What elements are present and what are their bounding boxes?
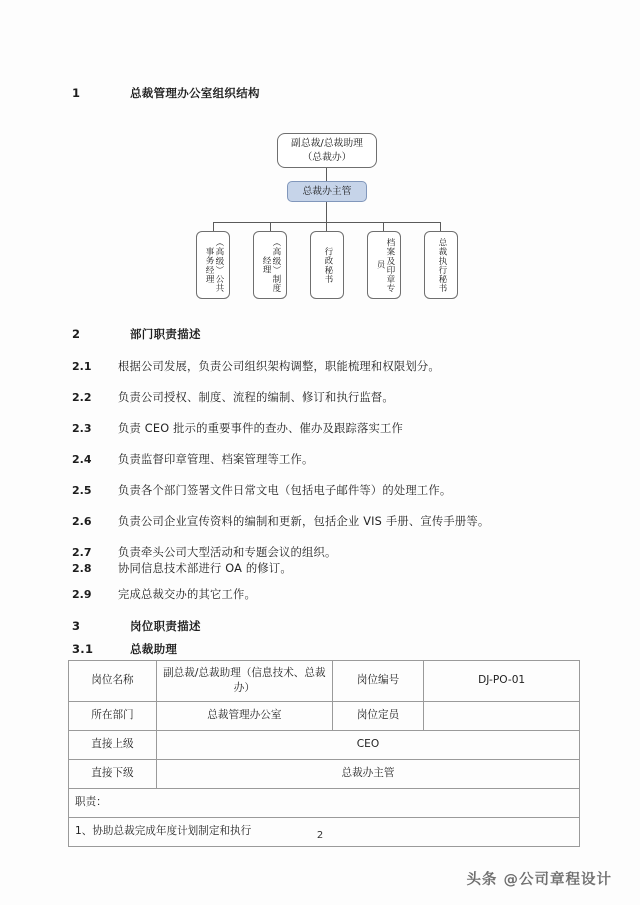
heading-3-1-number: 3.1 xyxy=(72,642,94,656)
duty-item-number: 2.3 xyxy=(72,422,92,435)
table-row xyxy=(69,760,580,789)
duty-item xyxy=(72,389,394,405)
heading-section-3 xyxy=(72,618,201,634)
org-node-executive-secretary-label: 总裁执行秘书 xyxy=(436,237,447,293)
duty-item-text: 协同信息技术部进行 OA 的修订。 xyxy=(118,562,292,575)
duty-item-text: 负责 CEO 批示的重要事件的查办、催办及跟踪落实工作 xyxy=(118,422,404,435)
duty-item xyxy=(72,358,440,374)
heading-3-number: 3 xyxy=(72,619,81,633)
cell-superior-value: CEO xyxy=(156,731,579,760)
org-node-vp-line1: 副总裁/总裁助理 xyxy=(291,138,363,150)
connector-drop-3 xyxy=(326,222,327,231)
heading-2-title: 部门职责描述 xyxy=(130,327,201,341)
duty-item-number: 2.7 xyxy=(72,546,92,559)
org-node-public-affairs-manager xyxy=(196,231,230,299)
cell-subordinate-label: 直接下级 xyxy=(69,760,157,789)
cell-position-name-value: 副总裁/总裁助理（信息技术、总裁办） xyxy=(156,661,332,702)
duty-item-number: 2.8 xyxy=(72,562,92,575)
org-node-system-manager-label: （高级）制度经理 xyxy=(261,237,281,293)
heading-3-1-title: 总裁助理 xyxy=(130,642,178,656)
heading-3-title: 岗位职责描述 xyxy=(130,619,201,633)
duty-item xyxy=(72,544,336,560)
org-node-archives-seal-specialist-label: 档案及印章专员 xyxy=(375,237,395,293)
org-node-vp-line2: （总裁办） xyxy=(302,151,352,163)
heading-2-number: 2 xyxy=(72,327,81,341)
table-row xyxy=(69,702,580,731)
cell-position-name-label: 岗位名称 xyxy=(69,661,157,702)
table-row xyxy=(69,731,580,760)
org-node-administrative-secretary-label: 行政秘书 xyxy=(322,246,333,284)
duty-item-number: 2.5 xyxy=(72,484,92,497)
duty-item xyxy=(72,451,313,467)
connector-drop-2 xyxy=(270,222,271,231)
page-number: 2 xyxy=(316,830,324,841)
cell-subordinate-value: 总裁办主管 xyxy=(156,760,579,789)
connector-drop-1 xyxy=(213,222,214,231)
cell-department-value: 总裁管理办公室 xyxy=(156,702,332,731)
duty-item-number: 2.6 xyxy=(72,515,92,528)
duty-item-text: 负责各个部门签署文件日常文电（包括电子邮件等）的处理工作。 xyxy=(118,484,452,497)
duty-item-text: 根据公司发展，负责公司组织架构调整，职能梳理和权限划分。 xyxy=(118,360,440,373)
heading-section-3-1 xyxy=(72,641,177,657)
org-node-vice-president xyxy=(277,133,377,168)
cell-superior-label: 直接上级 xyxy=(69,731,157,760)
duty-item xyxy=(72,513,489,529)
org-chart xyxy=(0,0,640,310)
heading-1-number: 1 xyxy=(72,86,81,100)
cell-headcount-label: 岗位定员 xyxy=(332,702,424,731)
cell-duty-header: 职责： xyxy=(69,789,580,818)
watermark: 头条 @公司章程设计 xyxy=(466,872,612,888)
connector-middle-to-bus xyxy=(326,202,327,222)
duty-item-text: 负责公司授权、制度、流程的编制、修订和执行监督。 xyxy=(118,391,394,404)
duty-item-text: 负责监督印章管理、档案管理等工作。 xyxy=(118,453,314,466)
cell-duty-item-1: 1、协助总裁完成年度计划制定和执行 xyxy=(69,818,580,847)
connector-drop-4 xyxy=(383,222,384,231)
cell-position-code-value: DJ-PO-01 xyxy=(424,661,580,702)
heading-1-title: 总裁管理办公室组织结构 xyxy=(130,86,260,100)
duty-item xyxy=(72,482,451,498)
cell-position-code-label: 岗位编号 xyxy=(332,661,424,702)
org-node-archives-seal-specialist xyxy=(367,231,401,299)
org-node-office-supervisor xyxy=(287,181,367,202)
org-node-office-supervisor-label: 总裁办主管 xyxy=(302,185,352,197)
duty-item-text: 负责牵头公司大型活动和专题会议的组织。 xyxy=(118,546,337,559)
duty-item-number: 2.4 xyxy=(72,453,92,466)
connector-top-to-middle xyxy=(326,168,327,181)
org-node-vice-president-label xyxy=(291,137,363,163)
org-node-public-affairs-manager-label: （高级）公共事务经理 xyxy=(204,237,224,293)
cell-headcount-value xyxy=(424,702,580,731)
connector-drop-5 xyxy=(440,222,441,231)
duty-item-text: 负责公司企业宣传资料的编制和更新，包括企业 VIS 手册、宣传手册等。 xyxy=(118,515,490,528)
duty-item-number: 2.9 xyxy=(72,588,92,601)
org-node-system-manager xyxy=(253,231,287,299)
org-node-executive-secretary xyxy=(424,231,458,299)
heading-section-2 xyxy=(72,326,201,342)
job-description-table xyxy=(68,660,580,847)
table-row xyxy=(69,661,580,702)
duty-item xyxy=(72,560,292,576)
cell-department-label: 所在部门 xyxy=(69,702,157,731)
duty-item xyxy=(72,586,256,602)
duty-item-text: 完成总裁交办的其它工作。 xyxy=(118,588,256,601)
duty-item xyxy=(72,420,403,436)
connector-horizontal-bus xyxy=(213,222,441,223)
org-node-administrative-secretary xyxy=(310,231,344,299)
duty-item-number: 2.2 xyxy=(72,391,92,404)
duty-item-number: 2.1 xyxy=(72,360,92,373)
table-row xyxy=(69,789,580,818)
